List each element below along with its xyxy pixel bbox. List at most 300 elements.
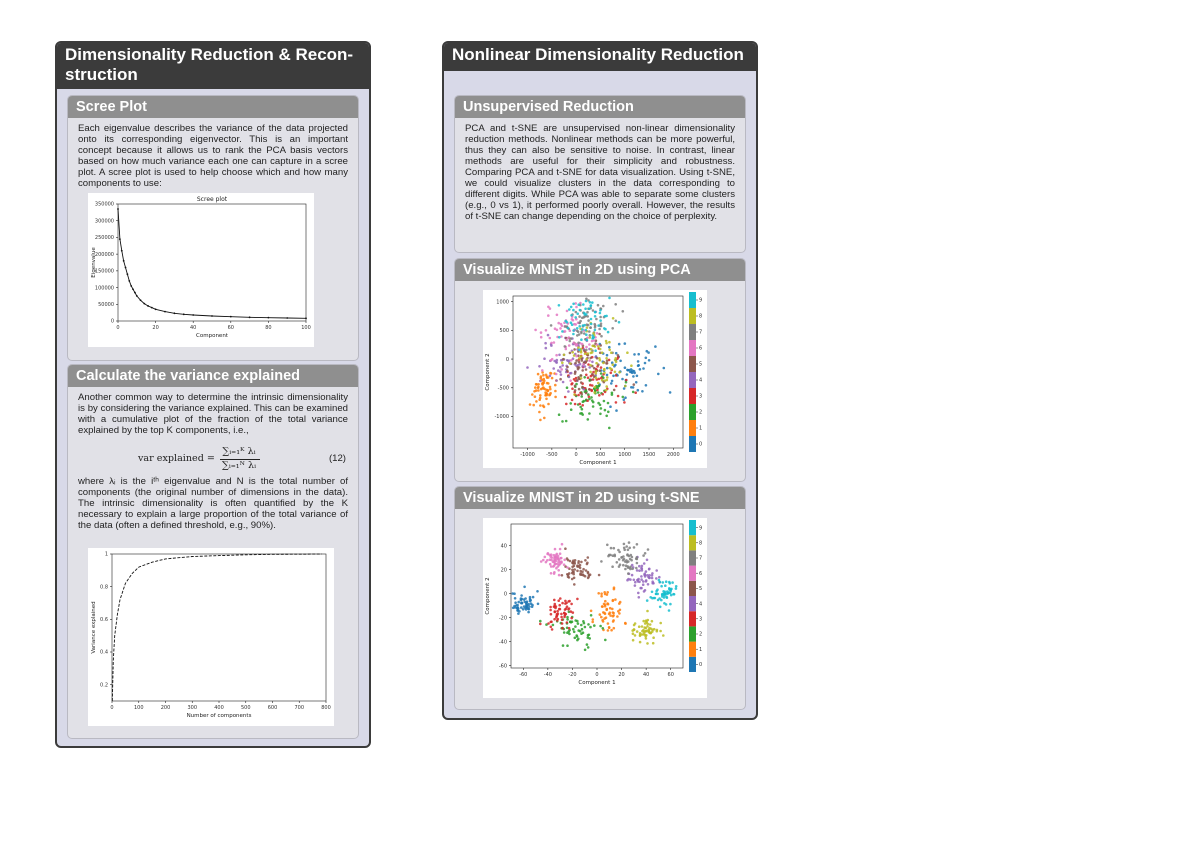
colorbar-label: 3	[699, 393, 703, 400]
scatter-point-digit-8	[642, 620, 645, 623]
scatter-point-digit-3	[568, 600, 571, 603]
scatter-point-digit-9	[594, 315, 597, 318]
scatter-point-digit-8	[569, 362, 572, 365]
scatter-point-digit-1	[535, 400, 538, 403]
scatter-point-digit-2	[582, 631, 585, 634]
scatter-point-digit-1	[607, 603, 610, 606]
x-axis-label: Component	[196, 333, 228, 339]
scatter-point-digit-3	[615, 401, 618, 404]
scatter-point-digit-0	[523, 598, 526, 601]
scatter-point-digit-9	[594, 349, 597, 352]
scatter-point-digit-1	[539, 394, 542, 397]
colorbar-label: 0	[699, 662, 703, 669]
y-tick-label: 40	[500, 543, 507, 550]
scatter-point-digit-5	[590, 379, 593, 382]
scatter-point-digit-0	[621, 378, 624, 381]
data-point	[136, 295, 138, 297]
scatter-point-digit-1	[549, 392, 552, 395]
scatter-point-digit-7	[626, 553, 629, 556]
y-tick-label: 20	[500, 567, 507, 574]
scatter-point-digit-5	[580, 374, 583, 377]
scatter-point-digit-9	[604, 315, 607, 318]
scatter-point-digit-2	[590, 396, 593, 399]
scatter-point-digit-0	[536, 590, 539, 593]
scatter-point-digit-2	[622, 396, 625, 399]
data-point	[305, 317, 307, 319]
scatter-point-digit-4	[637, 580, 640, 583]
x-tick-label: 0	[110, 705, 114, 711]
scatter-point-digit-3	[598, 394, 601, 397]
scatter-point-digit-7	[595, 318, 598, 321]
scatter-point-digit-3	[561, 622, 564, 625]
scatter-point-digit-5	[584, 559, 587, 562]
scatter-point-digit-7	[624, 568, 627, 571]
scatter-point-digit-8	[584, 353, 587, 356]
scatter-point-digit-2	[579, 406, 582, 409]
scatter-point-digit-9	[668, 581, 671, 584]
x-tick-label: 100	[133, 705, 144, 711]
scatter-point-digit-1	[619, 609, 622, 612]
colorbar-label: 6	[699, 345, 703, 352]
colorbar-label: 2	[699, 631, 703, 638]
scatter-point-digit-6	[565, 339, 568, 342]
scatter-point-digit-7	[598, 328, 601, 331]
scatter-point-digit-6	[555, 373, 558, 376]
scatter-point-digit-1	[609, 614, 612, 617]
scatter-point-digit-2	[569, 402, 572, 405]
scatter-point-digit-2	[558, 413, 561, 416]
scatter-point-digit-1	[612, 620, 615, 623]
colorbar-label: 8	[699, 540, 703, 547]
scatter-point-digit-5	[576, 564, 579, 567]
scatter-point-digit-8	[608, 349, 611, 352]
scatter-point-digit-9	[570, 314, 573, 317]
scatter-point-digit-1	[533, 390, 536, 393]
scatter-point-digit-6	[585, 346, 588, 349]
data-point	[121, 250, 123, 252]
scatter-point-digit-7	[602, 305, 605, 308]
scatter-point-digit-5	[613, 389, 616, 392]
x-tick-label: 0	[574, 452, 578, 458]
scatter-point-digit-8	[599, 348, 602, 351]
scatter-point-digit-6	[566, 566, 569, 569]
tsne-figure	[483, 518, 707, 698]
scatter-point-digit-2	[574, 637, 577, 640]
scatter-point-digit-8	[614, 371, 617, 374]
x-tick-label: -1000	[520, 452, 535, 458]
x-tick-label: 40	[642, 672, 650, 678]
unsupervised-heading: Unsupervised Reduction	[455, 96, 745, 118]
scatter-point-digit-5	[576, 379, 579, 382]
scatter-point-digit-3	[601, 393, 604, 396]
colorbar-label: 7	[699, 329, 703, 336]
scatter-point-digit-4	[567, 390, 570, 393]
colorbar-segment-4	[689, 596, 696, 611]
scatter-point-digit-9	[572, 303, 575, 306]
scatter-point-digit-9	[567, 327, 570, 330]
scatter-point-digit-7	[576, 334, 579, 337]
scatter-point-digit-0	[624, 342, 627, 345]
scatter-point-digit-6	[555, 354, 558, 357]
scatter-point-digit-2	[599, 404, 602, 407]
y-tick-label: 0	[505, 356, 509, 363]
scatter-point-digit-4	[582, 388, 585, 391]
scatter-point-digit-5	[596, 357, 599, 360]
scatter-point-digit-9	[576, 312, 579, 315]
colorbar-segment-5	[689, 581, 696, 596]
scatter-point-digit-8	[656, 629, 659, 632]
scatter-point-digit-1	[539, 404, 542, 407]
scatter-point-digit-3	[634, 391, 637, 394]
scatter-point-digit-5	[559, 378, 562, 381]
scatter-point-digit-8	[638, 625, 641, 628]
scatter-point-digit-3	[617, 395, 620, 398]
scatter-point-digit-5	[589, 357, 592, 360]
data-point	[143, 303, 145, 305]
scatter-point-digit-3	[560, 613, 563, 616]
colorbar-label: 8	[699, 313, 703, 320]
scatter-point-digit-7	[636, 562, 639, 565]
data-point	[174, 312, 176, 314]
scatter-point-digit-5	[586, 562, 589, 565]
scatter-point-digit-1	[537, 389, 540, 392]
scatter-point-digit-5	[581, 386, 584, 389]
data-point	[249, 316, 251, 318]
scatter-point-digit-7	[635, 567, 638, 570]
scatter-point-digit-2	[588, 637, 591, 640]
scatter-point-digit-7	[635, 557, 638, 560]
scatter-point-digit-9	[618, 321, 621, 324]
scatter-point-digit-2	[586, 643, 589, 646]
scatter-point-digit-6	[540, 560, 543, 563]
scatter-point-digit-8	[586, 326, 589, 329]
scatter-point-digit-5	[587, 556, 590, 559]
colorbar-segment-3	[689, 388, 696, 404]
scatter-point-digit-8	[590, 348, 593, 351]
pca-figure	[483, 290, 707, 468]
x-tick-label: -60	[519, 672, 528, 678]
scree-plot-box	[67, 95, 359, 361]
scatter-point-digit-4	[644, 589, 647, 592]
scatter-point-digit-0	[642, 367, 645, 370]
scatter-point-digit-8	[605, 385, 608, 388]
x-tick-label: 2000	[666, 452, 680, 458]
scatter-point-digit-8	[646, 610, 649, 613]
scatter-point-digit-2	[582, 401, 585, 404]
scatter-point-digit-8	[633, 629, 636, 632]
scatter-point-digit-0	[637, 360, 640, 363]
scatter-point-digit-3	[625, 379, 628, 382]
x-tick-label: 60	[667, 672, 674, 678]
scatter-point-digit-5	[579, 573, 582, 576]
tsne-heading: Visualize MNIST in 2D using t-SNE	[455, 487, 745, 509]
scatter-point-digit-2	[562, 644, 565, 647]
y-tick-label: 0.6	[100, 617, 108, 624]
scatter-point-digit-3	[558, 604, 561, 607]
scatter-point-digit-7	[628, 541, 631, 544]
scatter-point-digit-2	[573, 631, 576, 634]
scatter-point-digit-5	[573, 561, 576, 564]
scatter-point-digit-2	[571, 620, 574, 623]
scatter-point-digit-0	[637, 389, 640, 392]
scatter-point-digit-8	[652, 636, 655, 639]
scatter-point-digit-6	[547, 314, 550, 317]
scatter-point-digit-7	[607, 555, 610, 558]
scatter-point-digit-0	[663, 367, 666, 370]
scatter-point-digit-2	[625, 381, 628, 384]
scatter-point-digit-9	[586, 339, 589, 342]
scatter-point-digit-9	[572, 329, 575, 332]
plot-frame	[511, 524, 683, 668]
colorbar-segment-3	[689, 611, 696, 626]
scatter-point-digit-5	[573, 583, 576, 586]
scatter-point-digit-8	[580, 351, 583, 354]
scatter-point-digit-0	[517, 601, 520, 604]
scatter-point-digit-8	[589, 336, 592, 339]
y-tick-label: -1000	[494, 414, 509, 421]
data-point	[119, 238, 121, 240]
left-title-line-1: Dimensionality Reduction & Recon-	[65, 45, 354, 64]
scatter-point-digit-2	[593, 624, 596, 627]
scatter-point-digit-2	[608, 427, 611, 430]
scatter-point-digit-8	[610, 351, 613, 354]
scatter-point-digit-8	[659, 622, 662, 625]
scatter-point-digit-9	[599, 319, 602, 322]
scatter-point-digit-6	[558, 574, 561, 577]
scatter-point-digit-9	[578, 349, 581, 352]
scatter-point-digit-7	[597, 304, 600, 307]
scatter-point-digit-5	[574, 389, 577, 392]
scatter-point-digit-9	[668, 588, 671, 591]
scatter-point-digit-0	[611, 380, 614, 383]
scatter-point-digit-8	[595, 362, 598, 365]
data-point	[151, 307, 153, 309]
scree-plot-heading: Scree Plot	[68, 96, 358, 118]
scatter-point-digit-2	[611, 393, 614, 396]
scatter-point-digit-0	[523, 586, 526, 589]
scatter-point-digit-0	[608, 346, 611, 349]
scatter-point-digit-8	[571, 351, 574, 354]
scatter-point-digit-6	[569, 379, 572, 382]
scatter-point-digit-1	[541, 387, 544, 390]
y-tick-label: -500	[497, 385, 509, 392]
scatter-point-digit-1	[601, 619, 604, 622]
scatter-point-digit-3	[566, 621, 569, 624]
scatter-point-digit-1	[534, 386, 537, 389]
scatter-point-digit-6	[555, 567, 558, 570]
scatter-point-digit-0	[654, 345, 657, 348]
scatter-point-digit-1	[618, 602, 621, 605]
scatter-point-digit-6	[573, 323, 576, 326]
scatter-point-digit-8	[573, 393, 576, 396]
scatter-point-digit-7	[612, 554, 615, 557]
equation-denominator: ∑ᵢ₌₁ᴺ λᵢ	[221, 460, 257, 471]
scatter-point-digit-4	[641, 567, 644, 570]
y-tick-label: 150000	[94, 268, 114, 275]
scatter-point-digit-9	[574, 316, 577, 319]
scatter-point-digit-7	[586, 311, 589, 314]
scatter-point-digit-6	[572, 319, 575, 322]
scatter-point-digit-4	[559, 371, 562, 374]
scatter-point-digit-9	[656, 593, 659, 596]
scatter-point-digit-3	[589, 384, 592, 387]
scatter-point-digit-3	[551, 628, 554, 631]
scatter-point-digit-3	[579, 403, 582, 406]
scatter-point-digit-1	[597, 592, 600, 595]
scatter-point-digit-1	[613, 586, 616, 589]
scatter-point-digit-2	[566, 616, 569, 619]
scatter-point-digit-3	[615, 385, 618, 388]
scatter-point-digit-0	[610, 382, 613, 385]
scatter-point-digit-7	[550, 324, 553, 327]
scatter-point-digit-7	[623, 543, 626, 546]
scatter-point-digit-8	[632, 632, 635, 635]
scatter-point-digit-4	[543, 357, 546, 360]
scatter-point-digit-8	[639, 641, 642, 644]
scatter-point-digit-6	[559, 552, 562, 555]
scatter-point-digit-8	[595, 370, 598, 373]
scatter-point-digit-5	[633, 383, 636, 386]
scatter-point-digit-0	[511, 592, 514, 595]
scatter-point-digit-8	[591, 345, 594, 348]
scatter-point-digit-4	[538, 365, 541, 368]
scatter-point-digit-1	[590, 610, 593, 613]
scatter-point-digit-9	[671, 581, 674, 584]
scatter-point-digit-0	[512, 607, 515, 610]
scatter-point-digit-9	[665, 580, 668, 583]
scatter-point-digit-5	[573, 568, 576, 571]
scatter-point-digit-7	[647, 548, 650, 551]
scatter-point-digit-8	[634, 634, 637, 637]
scatter-point-digit-4	[651, 580, 654, 583]
scatter-point-digit-7	[623, 549, 626, 552]
scatter-point-digit-9	[558, 304, 561, 307]
scatter-point-digit-6	[550, 572, 553, 575]
scatter-point-digit-5	[561, 574, 564, 577]
scatter-point-digit-8	[563, 354, 566, 357]
scatter-point-digit-3	[588, 395, 591, 398]
colorbar-segment-7	[689, 324, 696, 340]
scatter-point-digit-9	[580, 338, 583, 341]
scatter-point-digit-1	[609, 611, 612, 614]
scatter-point-digit-0	[526, 606, 529, 609]
scatter-point-digit-0	[520, 594, 523, 597]
scatter-point-digit-4	[539, 380, 542, 383]
scatter-point-digit-9	[599, 309, 602, 312]
y-axis-label: Component 2	[485, 577, 491, 615]
scatter-point-digit-8	[652, 642, 655, 645]
data-point	[192, 314, 194, 316]
scatter-point-digit-8	[590, 352, 593, 355]
colorbar-label: 3	[699, 616, 703, 623]
colorbar-label: 9	[699, 297, 703, 304]
scatter-point-digit-3	[598, 378, 601, 381]
data-point	[123, 260, 125, 262]
scatter-point-digit-5	[605, 362, 608, 365]
scatter-point-digit-2	[572, 628, 575, 631]
scatter-point-digit-2	[580, 412, 583, 415]
scatter-point-digit-0	[647, 351, 650, 354]
scatter-point-digit-4	[552, 367, 555, 370]
scatter-point-digit-8	[605, 342, 608, 345]
scatter-point-digit-4	[642, 583, 645, 586]
scatter-point-digit-8	[597, 345, 600, 348]
data-point	[230, 316, 232, 318]
scatter-point-digit-7	[628, 547, 631, 550]
colorbar-label: 4	[699, 377, 703, 384]
scatter-point-digit-8	[561, 361, 564, 364]
colorbar-segment-7	[689, 550, 696, 565]
scatter-point-digit-4	[655, 569, 658, 572]
y-tick-label: 350000	[94, 201, 114, 208]
scatter-point-digit-8	[651, 620, 654, 623]
scatter-point-digit-4	[645, 579, 648, 582]
scatter-point-digit-9	[590, 304, 593, 307]
scatter-point-digit-6	[563, 563, 566, 566]
scatter-point-digit-6	[544, 556, 547, 559]
scatter-point-digit-1	[613, 627, 616, 630]
scatter-point-digit-8	[573, 354, 576, 357]
scatter-point-digit-8	[626, 351, 629, 354]
x-tick-label: 100	[301, 325, 311, 331]
scatter-point-digit-8	[593, 391, 596, 394]
scatter-point-digit-9	[608, 297, 611, 300]
scatter-point-digit-9	[666, 590, 669, 593]
scree-chart	[88, 193, 314, 347]
colorbar-segment-9	[689, 292, 696, 308]
scatter-point-digit-9	[654, 597, 657, 600]
scatter-point-digit-9	[656, 588, 659, 591]
scatter-point-digit-7	[569, 340, 572, 343]
scatter-point-digit-7	[642, 554, 645, 557]
scatter-point-digit-7	[600, 560, 603, 563]
scatter-point-digit-6	[551, 556, 554, 559]
scatter-point-digit-6	[557, 569, 560, 572]
scatter-point-digit-4	[634, 581, 637, 584]
scatter-point-digit-8	[599, 359, 602, 362]
y-tick-label: 200000	[94, 251, 114, 258]
scatter-point-digit-8	[636, 630, 639, 633]
scatter-point-digit-0	[637, 353, 640, 356]
scatter-point-digit-9	[589, 301, 592, 304]
scatter-point-digit-7	[627, 549, 630, 552]
scatter-point-digit-9	[664, 584, 667, 587]
y-tick-label: -40	[498, 639, 507, 646]
scatter-point-digit-1	[543, 417, 546, 420]
scatter-point-digit-2	[576, 620, 579, 623]
scatter-point-digit-6	[568, 336, 571, 339]
scatter-point-digit-8	[589, 364, 592, 367]
scatter-point-digit-0	[637, 364, 640, 367]
scatter-point-digit-0	[632, 375, 635, 378]
y-tick-label: 0.2	[100, 682, 108, 689]
scatter-point-digit-3	[570, 617, 573, 620]
scatter-point-digit-6	[553, 572, 556, 575]
scatter-point-digit-9	[660, 599, 663, 602]
x-tick-label: 500	[240, 705, 251, 711]
x-tick-label: 700	[294, 705, 305, 711]
scatter-point-digit-0	[517, 608, 520, 611]
scatter-point-digit-2	[587, 623, 590, 626]
right-column	[442, 41, 758, 720]
scatter-point-digit-2	[584, 626, 587, 629]
scatter-point-digit-2	[607, 411, 610, 414]
scatter-point-digit-4	[547, 334, 550, 337]
colorbar-label: 6	[699, 570, 703, 577]
scatter-point-digit-5	[581, 359, 584, 362]
scatter-point-digit-7	[630, 559, 633, 562]
y-tick-label: -20	[498, 615, 507, 622]
